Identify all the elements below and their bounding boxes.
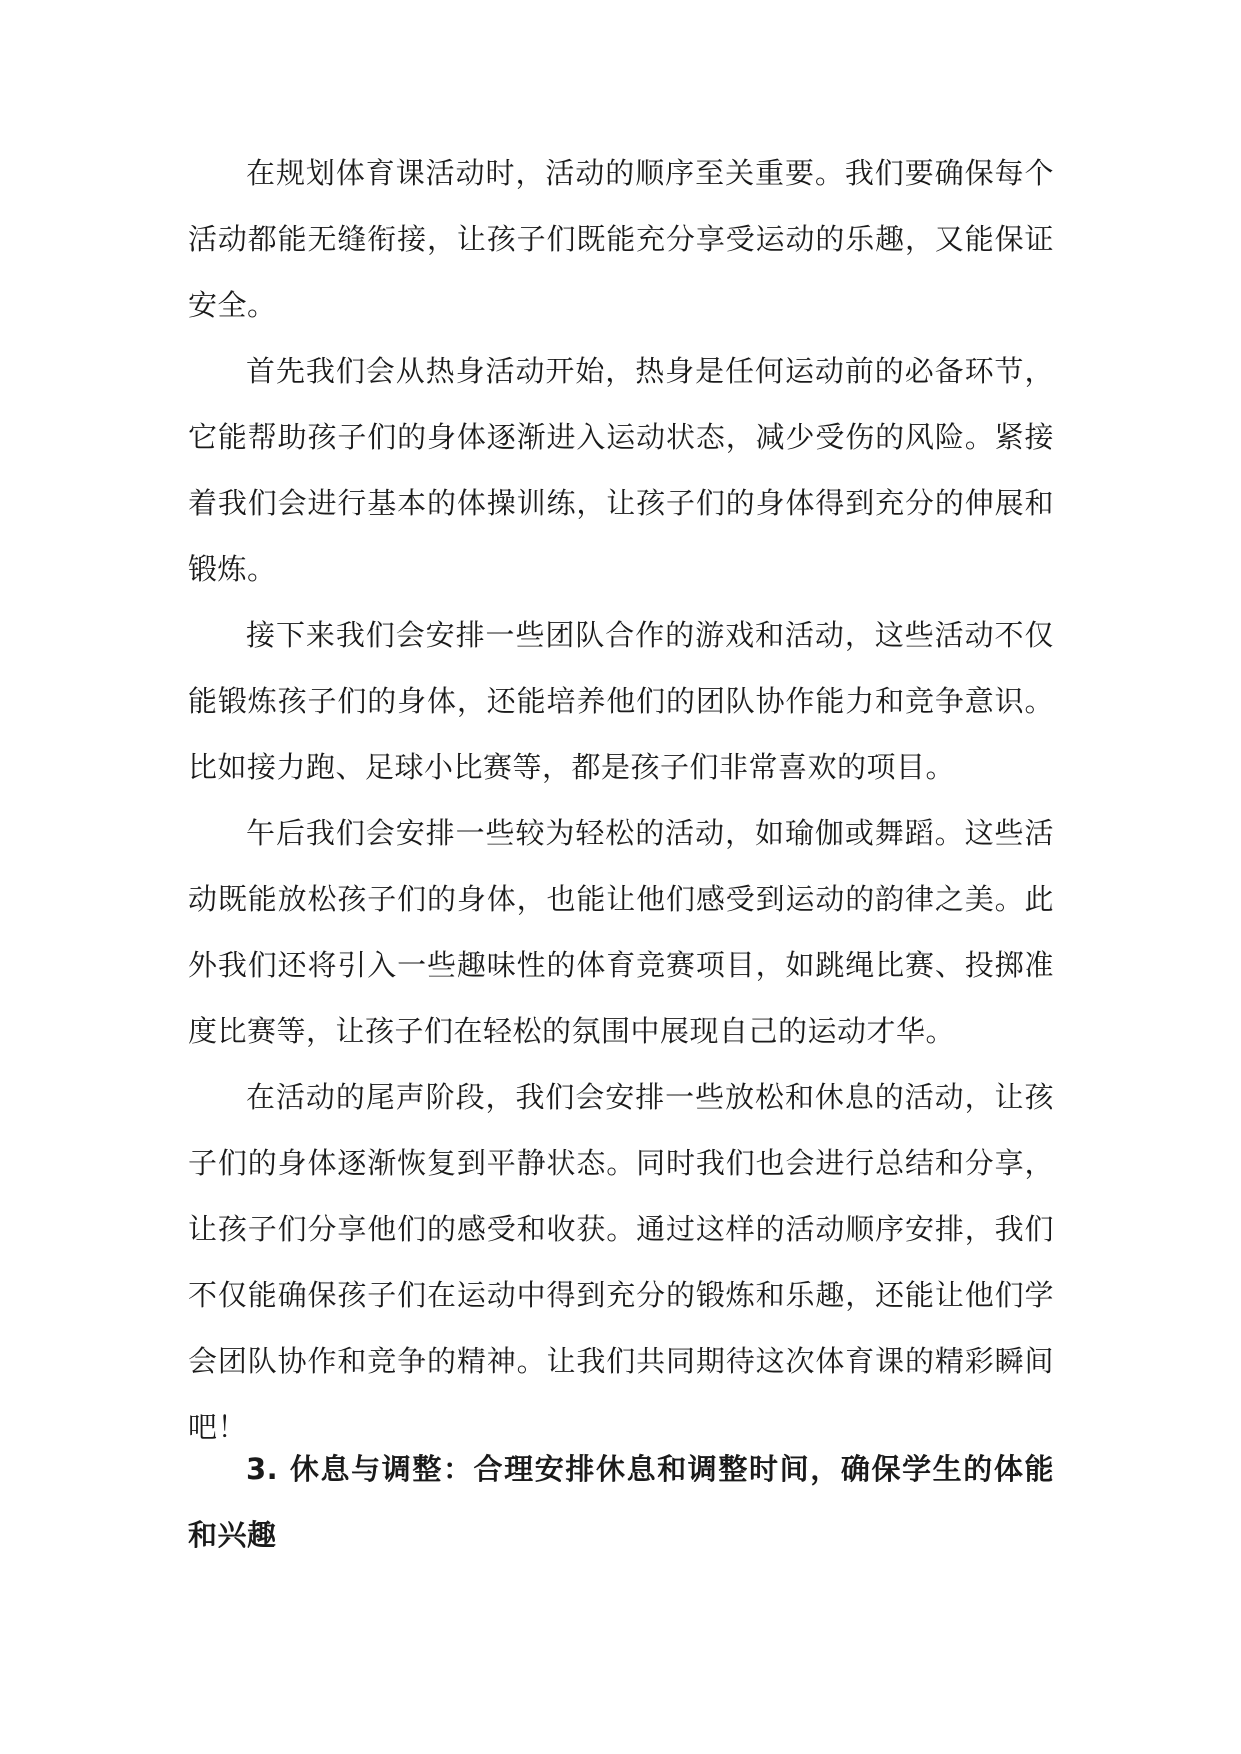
paragraph-activity-order: 在规划体育课活动时，活动的顺序至关重要。我们要确保每个活动都能无缝衔接，让孩子们既能充分享受运动的乐趣，又能保证安全。 [188, 156, 1054, 322]
paragraph-warmup: 首先我们会从热身活动开始，热身是任何运动前的必备环节，它能帮助孩子们的身体逐渐进入运动状态，减少受伤的风险。紧接着我们会进行基本的体操训练，让孩子们的身体得到充分的伸展和锻炼。 [188, 354, 1054, 586]
paragraph-afternoon-activities: 午后我们会安排一些较为轻松的活动，如瑜伽或舞蹈。这些活动既能放松孩子们的身体，也能让他们感受到运动的韵律之美。此外我们还将引入一些趣味性的体育竞赛项目，如跳绳比赛、投掷准度比赛等，让孩子们在轻松的氛围中展现自己的运动才华。 [188, 816, 1054, 1048]
paragraph-team-games: 接下来我们会安排一些团队合作的游戏和活动，这些活动不仅能锻炼孩子们的身体，还能培养他们的团队协作能力和竞争意识。比如接力跑、足球小比赛等，都是孩子们非常喜欢的项目。 [188, 618, 1054, 784]
paragraph-closing-stage: 在活动的尾声阶段，我们会安排一些放松和休息的活动，让孩子们的身体逐渐恢复到平静状态。同时我们也会进行总结和分享，让孩子们分享他们的感受和收获。通过这样的活动顺序安排，我们不仅能确保孩子们在运动中得到充分的锻炼和乐趣，还能让他们学会团队协作和竞争的精神。让我们共同期待这次体育课的精彩瞬间吧！ [188, 1080, 1054, 1444]
document-body [188, 140, 1054, 1460]
section-heading: 3. 休息与调整：合理安排休息和调整时间，确保学生的体能和兴趣 [188, 1452, 1054, 1552]
